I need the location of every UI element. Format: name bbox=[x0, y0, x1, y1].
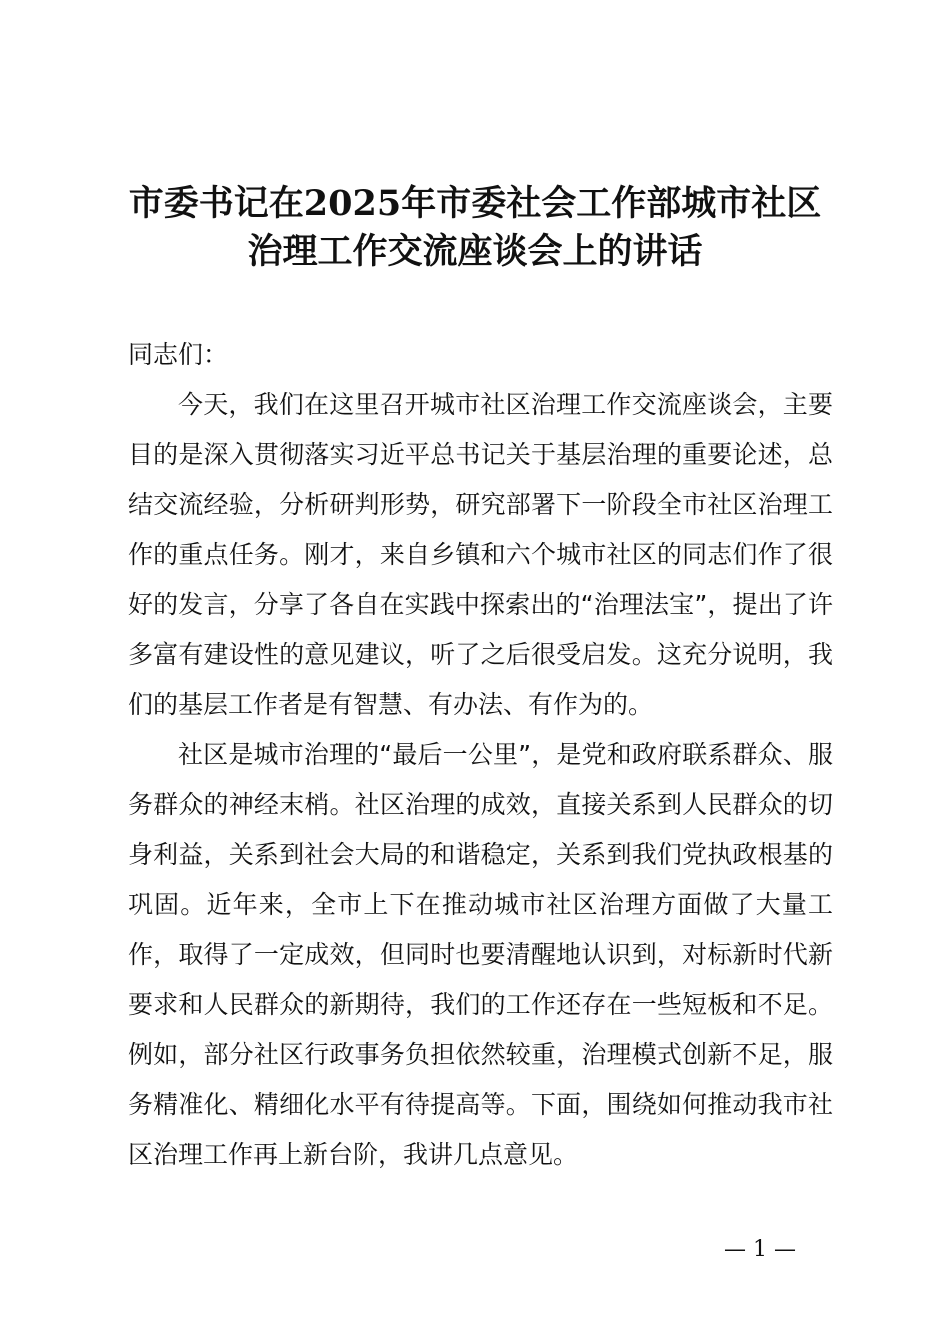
paragraph-2: 社区是城市治理的“最后一公里”，是党和政府联系群众、服务群众的神经末梢。社区治理的成效，直接关系到人民群众的切身利益，关系到社会大局的和谐稳定，关系到我们党执政根基的巩固。近年来，全市上下在推动城市社区治理方面做了大量工作，取得了一定成效，但同时也要清醒地认识到，对标新时代新要求和人民群众的新期待，我们的工作还存在一些短板和不足。例如，部分社区行政事务负担依然较重，治理模式创新不足，服务精准化、精细化水平有待提高等。下面，围绕如何推动我市社区治理工作再上新台阶，我讲几点意见。 bbox=[128, 740, 833, 1169]
document-title bbox=[100, 180, 850, 276]
title-line-1: 市委书记在2025年市委社会工作部城市社区 bbox=[128, 183, 822, 224]
document-body bbox=[128, 330, 833, 1180]
title-line-2: 治理工作交流座谈会上的讲话 bbox=[247, 231, 703, 272]
salutation: 同志们： bbox=[128, 340, 229, 369]
page-number: — 1 — bbox=[724, 1237, 796, 1262]
paragraph-1: 今天，我们在这里召开城市社区治理工作交流座谈会，主要目的是深入贯彻落实习近平总书记关于基层治理的重要论述，总结交流经验，分析研判形势，研究部署下一阶段全市社区治理工作的重点任务。刚才，来自乡镇和六个城市社区的同志们作了很好的发言，分享了各自在实践中探索出的“治理法宝”，提出了许多富有建设性的意见建议，听了之后很受启发。这充分说明，我们的基层工作者是有智慧、有办法、有作为的。 bbox=[128, 390, 833, 719]
